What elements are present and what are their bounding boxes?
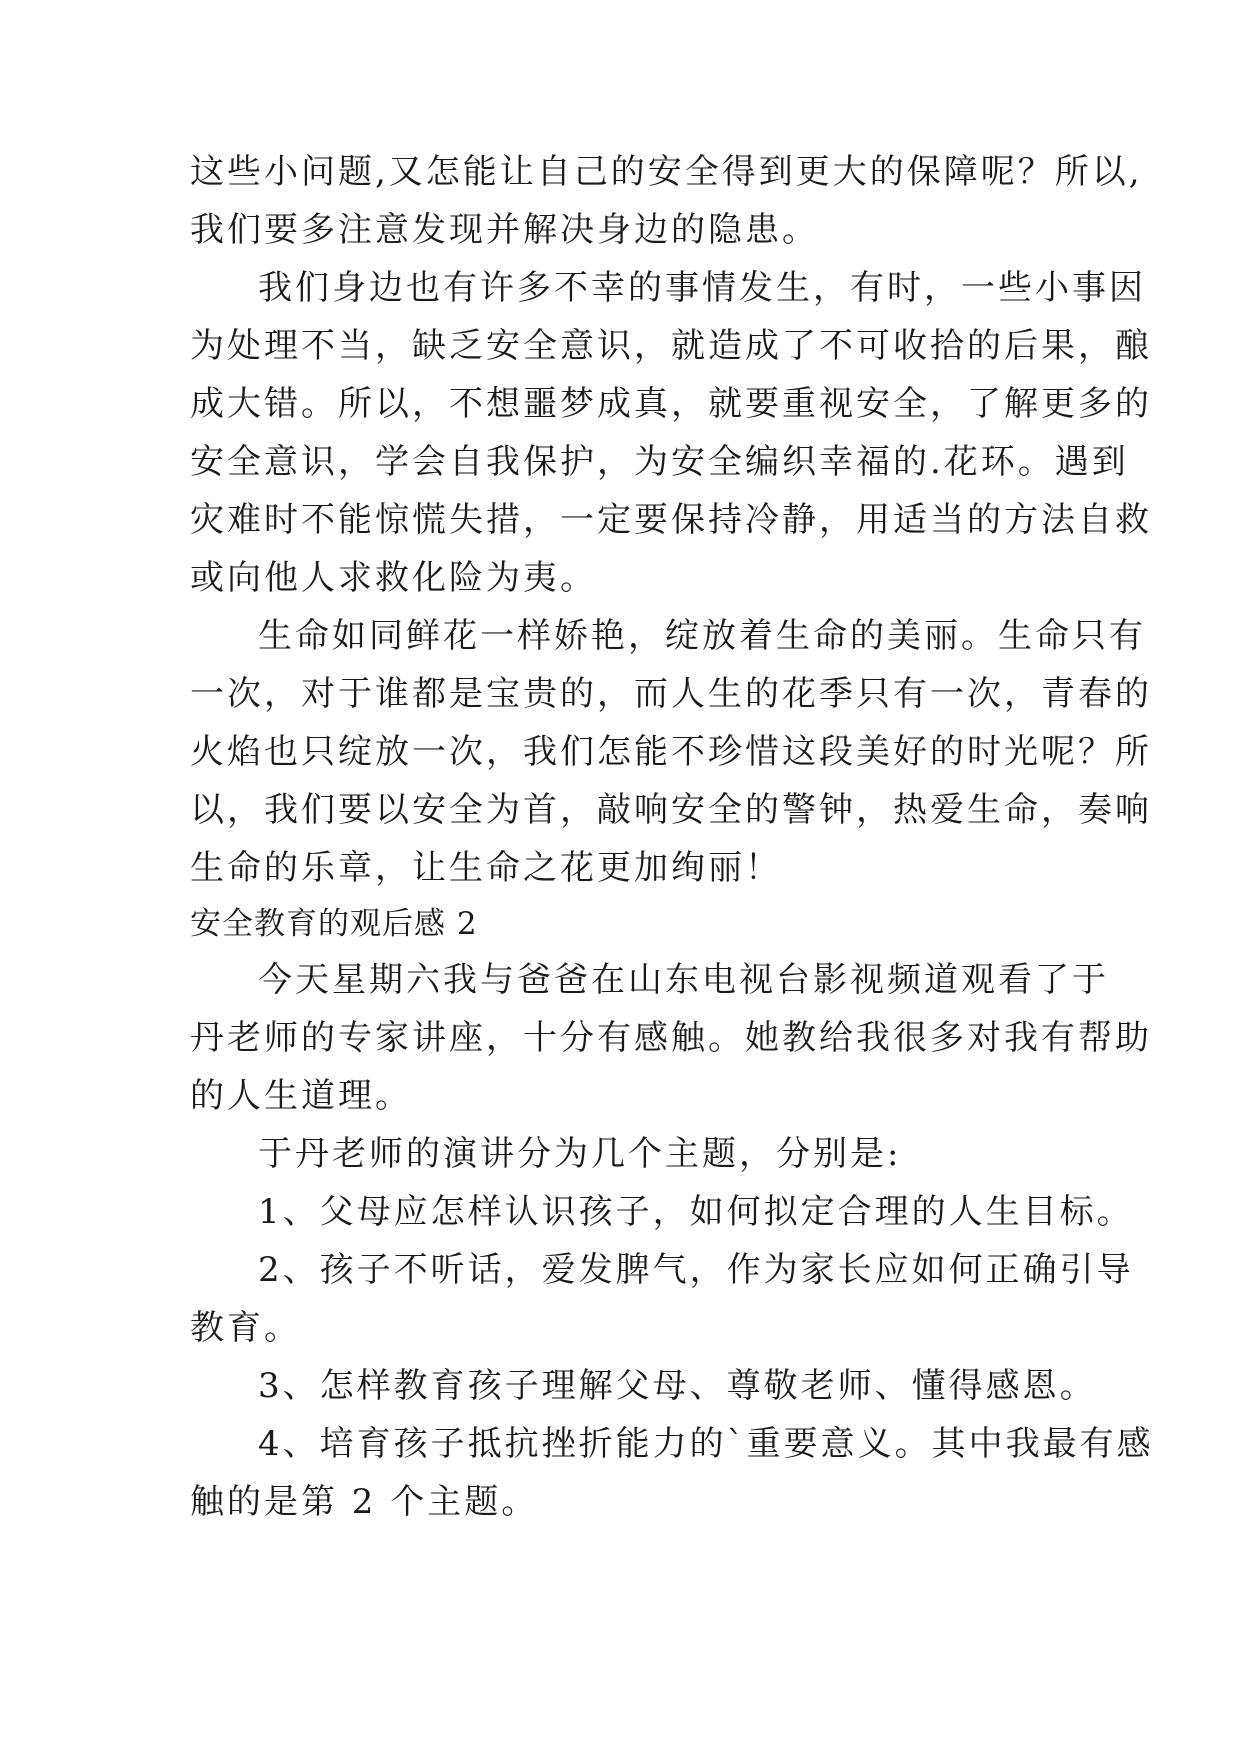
text-line-13: 生命的乐章，让生命之花更加绚丽！: [190, 848, 782, 888]
text-line-1: 这些小问题,又怎能让自己的安全得到更大的保障呢？所以,: [190, 152, 1143, 192]
list-item-4-continued: 触的是第 2 个主题。: [190, 1482, 539, 1522]
paragraph-start-line: 于丹老师的演讲分为几个主题，分别是:: [258, 1134, 902, 1174]
text-line-11: 火焰也只绽放一次，我们怎能不珍惜这段美好的时光呢？所: [190, 732, 1152, 772]
list-item-1: 1、父母应怎样认识孩子，如何拟定合理的人生目标。: [258, 1192, 1134, 1232]
text-line-8: 或向他人求救化险为夷。: [190, 558, 597, 598]
paragraph-start-line: 我们身边也有许多不幸的事情发生，有时，一些小事因: [258, 268, 1146, 308]
paragraph-start-line: 今天星期六我与爸爸在山东电视台影视频道观看了于: [258, 960, 1109, 1000]
text-line-16: 丹老师的专家讲座，十分有感触。她教给我很多对我有帮助: [190, 1018, 1152, 1058]
text-line-5: 成大错。所以，不想噩梦成真，就要重视安全，了解更多的: [190, 384, 1152, 424]
list-item-2-continued: 教育。: [190, 1308, 301, 1348]
text-line-6: 安全意识，学会自我保护，为安全编织幸福的.花环。遇到: [190, 442, 1129, 482]
text-line-4: 为处理不当，缺乏安全意识，就造成了不可收拾的后果，酿: [190, 326, 1152, 366]
text-line-17: 的人生道理。: [190, 1076, 412, 1116]
paragraph-start-line: 生命如同鲜花一样娇艳，绽放着生命的美丽。生命只有: [258, 616, 1146, 656]
list-item-3: 3、怎样教育孩子理解父母、尊敬老师、懂得感恩。: [258, 1366, 1097, 1406]
text-line-7: 灾难时不能惊慌失措，一定要保持冷静，用适当的方法自救: [190, 500, 1152, 540]
list-item-4: 4、培育孩子抵抗挫折能力的`重要意义。其中我最有感: [258, 1424, 1154, 1464]
list-item-2: 2、孩子不听话，爱发脾气，作为家长应如何正确引导: [258, 1250, 1134, 1290]
text-line-2: 我们要多注意发现并解决身边的隐患。: [190, 210, 819, 250]
text-line-10: 一次，对于谁都是宝贵的，而人生的花季只有一次，青春的: [190, 674, 1152, 714]
section-heading: 安全教育的观后感 2: [190, 906, 478, 942]
text-line-12: 以，我们要以安全为首，敲响安全的警钟，热爱生命，奏响: [190, 790, 1152, 830]
